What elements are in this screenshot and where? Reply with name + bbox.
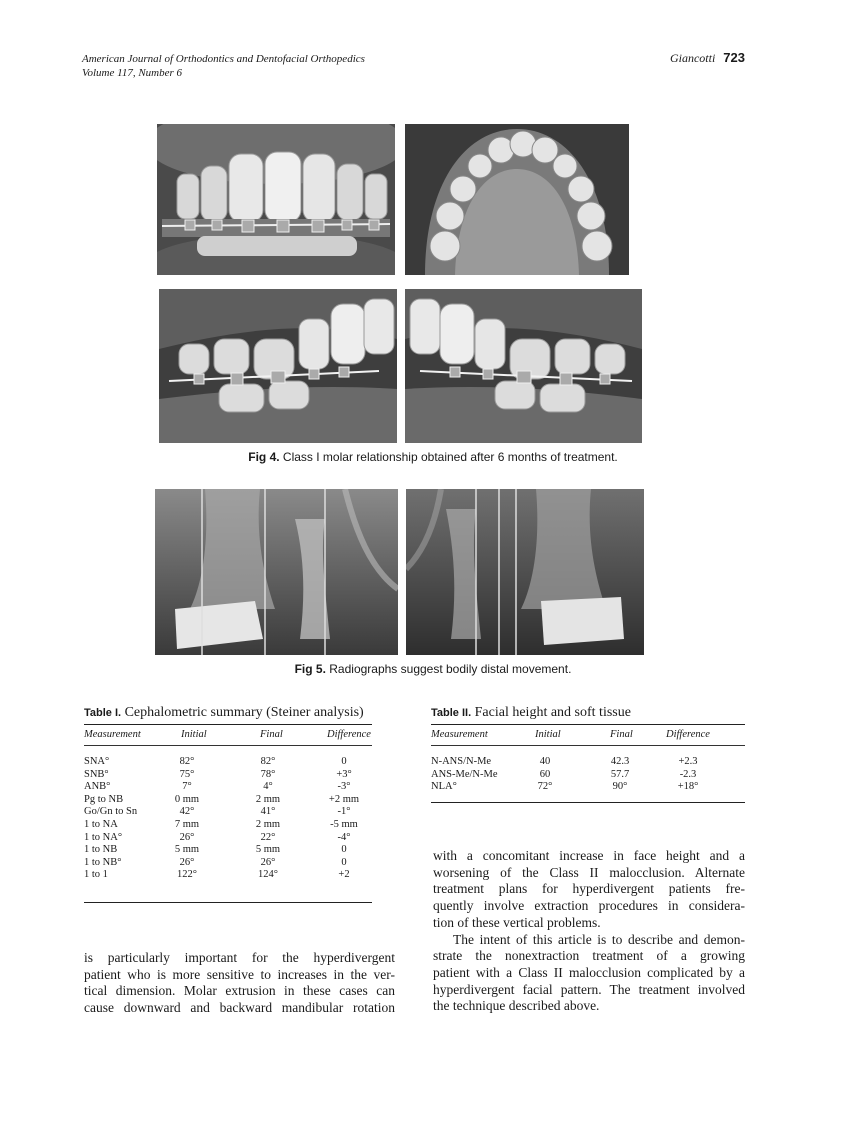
fig4-label: Fig 4. [248,450,280,464]
table-cell: -2.3 [679,768,697,780]
journal-volume: Volume 117, Number 6 [82,67,183,79]
table-cell: 42.3 [610,756,630,767]
body-line: tion of these vertical problems. [433,914,601,930]
table1-header-measurement: Measurement [84,729,141,740]
table-cell: 82° [179,756,195,767]
table-cell: 5 mm [174,844,200,856]
table2-bottom-rule [431,802,745,803]
body-line: the technique described above. [433,998,600,1014]
journal-title: American Journal of Orthodontics and Dentofacial Orthopedics [82,53,365,65]
table-cell: 42° [179,806,195,818]
table-cell: 60 [539,768,551,780]
table1-header-initial: Initial [181,729,207,740]
table-cell: 26° [179,831,195,843]
table-cell: -1° [337,806,351,818]
table-cell: NLA° [431,781,457,793]
table-cell: 2 mm [255,793,281,805]
table-cell: 26° [260,856,276,868]
body-line: tical dimension. Molar extrusion in these cases can [84,983,395,999]
body-line: The intent of this article is to describe and demon- [453,931,745,947]
table-cell: 22° [260,831,276,843]
table-cell: 1 to NB [84,844,118,856]
running-header-journal [82,52,365,80]
table-cell: ANS-Me/N-Me [431,768,498,780]
body-line: hyperdivergent facial pattern. The treatment involved [433,981,745,997]
body-line: with a concomitant increase in face height and a [433,848,745,863]
body-line: is particularly important for the hyperdivergent [84,950,395,965]
body-line: patient who is more sensitive to increases in the ver- [84,966,395,982]
table-cell: 5 mm [255,844,281,856]
table-cell: SNA° [84,756,110,767]
fig5-radiograph-final [406,489,644,655]
table-cell: ANB° [84,781,111,793]
body-line: patient with a Class II malocclusion complicated by a [433,964,745,980]
fig4-photo-right-buccal [159,289,397,443]
table1-header-rule [84,745,372,746]
table-cell: +3° [336,768,352,780]
table2-header-measurement: Measurement [431,729,488,740]
table-cell: -5 mm [330,819,358,830]
table-cell: 72° [537,781,553,793]
fig4-text: Class I molar relationship obtained after 6 months of treatment. [282,450,618,464]
table-cell: 0 mm [174,793,200,805]
fig5-label: Fig 5. [294,662,326,676]
table-cell: SNB° [84,768,109,780]
table-cell: 1 to NA° [84,831,123,843]
fig5-text: Radiographs suggest bodily distal movement. [329,662,572,676]
fig4-photo-left-buccal [405,289,642,443]
header-author: Giancotti [669,51,716,65]
table-cell: -3° [337,781,351,793]
table2-header-initial: Initial [535,729,561,740]
fig5-radiograph-initial [155,489,398,655]
table-cell: 57.7 [610,768,630,780]
table-cell: 124° [258,869,278,881]
table-cell: +18° [677,781,699,793]
fig4-photo-occlusal [405,124,629,275]
table-cell: N-ANS/N-Me [431,756,492,767]
table-cell: +2 [338,869,350,881]
table1-header-final: Final [260,729,283,740]
table-cell: +2 mm [328,793,360,805]
table-cell: 1 to 1 [84,869,108,881]
table-cell: 1 to NB° [84,856,122,868]
table-cell: Pg to NB [84,793,124,805]
body-line: strate the nonextraction treatment of a growing [433,948,745,964]
table-cell: 82° [260,756,276,767]
table-cell: 75° [179,768,195,780]
body-line: quently involve extraction procedures in considera- [433,898,745,914]
table1-top-rule [84,724,372,725]
table2-top-rule [431,724,745,725]
body-line: treatment plans for hyperdivergent patients fre- [433,881,745,897]
body-line: worsening of the Class II malocclusion. Alternate [433,864,745,880]
fig5-caption [0,662,866,676]
table-cell: 40 [539,756,551,767]
table-cell: Go/Gn to Sn [84,806,138,818]
table-cell: 90° [612,781,628,793]
table-cell: 0 [341,756,347,767]
table-cell: 122° [177,869,197,881]
body-right-column [433,848,745,1015]
table1-title-text: Cephalometric summary (Steiner analysis) [124,705,364,720]
fig4-photo-frontal [157,124,395,275]
table-cell: 1 to NA [84,819,118,830]
page-number: 723 [723,50,745,65]
table2-title [431,705,631,721]
body-line: cause downward and backward mandibular rotation [84,1000,395,1016]
table1-title [84,705,364,721]
table-cell: 78° [260,768,276,780]
table2-label: Table II. [431,707,472,719]
table-cell: +2.3 [678,756,698,767]
table1-header-difference: Difference [327,729,371,740]
running-header-right [670,50,745,66]
table-cell: 2 mm [255,819,281,830]
table-cell: 0 [341,856,347,868]
table2-header-difference: Difference [666,729,710,740]
table2-header-final: Final [610,729,633,740]
table-cell: 41° [260,806,276,818]
table-cell: 4° [263,781,273,793]
table-cell: -4° [337,831,351,843]
table1-bottom-rule [84,902,372,903]
table2-header-rule [431,745,745,746]
table-cell: 7 mm [174,819,200,830]
table1-label: Table I. [84,707,122,719]
table-cell: 0 [341,844,347,856]
table2-title-text: Facial height and soft tissue [474,705,631,720]
table-cell: 26° [179,856,195,868]
table-cell: 7° [182,781,192,793]
body-left-column [84,950,395,1017]
fig4-caption [0,450,866,464]
